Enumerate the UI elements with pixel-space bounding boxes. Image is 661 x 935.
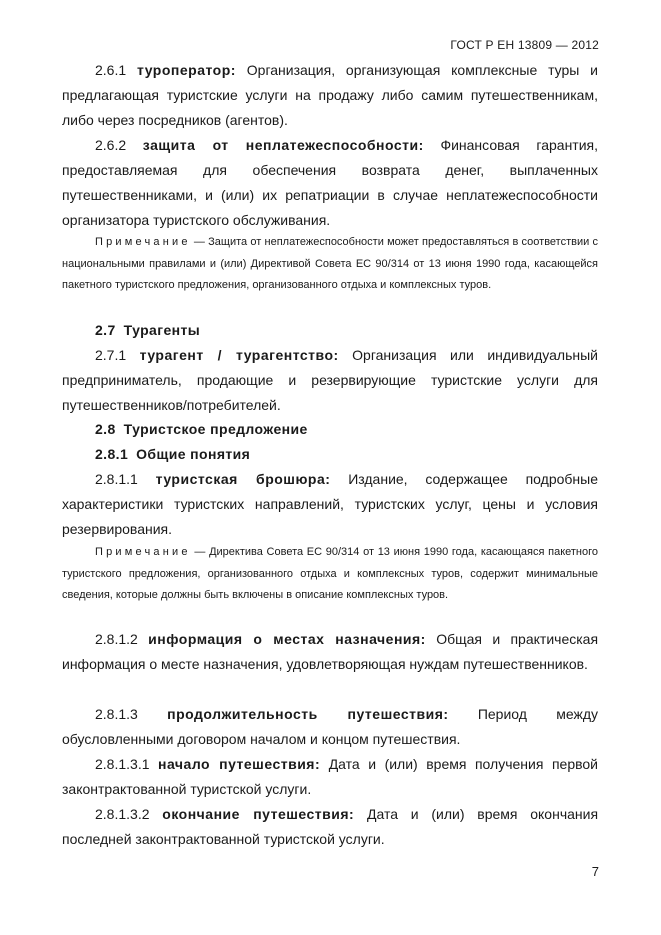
- section-heading-2-8-1: [95, 442, 250, 467]
- section-heading-2-8: [95, 417, 308, 442]
- note-1: [62, 232, 598, 297]
- definition-number: 2.8.1.1: [95, 471, 138, 487]
- note-text: — Защита от неплатежеспособности может предоставляться в соответствии с национальными правилами и (или) Директивой Совета ЕС 90/314 от 13 июня 1990 года, касающейся пакетного туристского предложения, организованного отдыха и комплексных туров.: [62, 236, 598, 291]
- definition-number: 2.7.1: [95, 347, 127, 363]
- definition-text: Издание, содержащее подробные характеристики туристских направлений, туристских услуг, цены и условия резервирования.: [62, 471, 598, 537]
- section-title: Туристское предложение: [123, 421, 308, 437]
- page-number: 7: [591, 864, 599, 879]
- standard-code-header: ГОСТ Р ЕН 13809 — 2012: [450, 38, 599, 52]
- definition-term: информация о местах назначения:: [148, 631, 426, 647]
- definition-number: 2.8.1.3.2: [95, 806, 150, 822]
- definition-2-7-1: [62, 343, 598, 418]
- definition-2-8-1-2: [62, 627, 598, 677]
- definition-term: туристская брошюра:: [155, 471, 331, 487]
- definition-2-6-1: [62, 58, 598, 133]
- definition-text: Дата и (или) время окончания последней законтрактованной туристской услуги.: [62, 806, 599, 847]
- definition-term: защита от неплатежеспособности:: [142, 137, 424, 153]
- definition-term: турагент / турагентство:: [139, 347, 339, 363]
- definition-2-6-2: [62, 133, 598, 233]
- section-number: 2.7: [95, 322, 116, 338]
- definition-text: Организация, организующая комплексные туры и предлагающая туристские услуги на продажу либо самим путешественникам, либо через посредников (агентов).: [62, 62, 598, 128]
- definition-number: 2.6.2: [95, 137, 127, 153]
- section-title: Турагенты: [123, 322, 201, 338]
- note-text: — Директива Совета ЕС 90/314 от 13 июня 1990 года, касающаяся пакетного туристского предложения, организованного отдыха и комплексных туров, содержит минимальные сведения, которые должны быть включены в описание комплексных туров.: [62, 546, 599, 601]
- section-title: Общие понятия: [136, 446, 251, 462]
- note-2: [62, 542, 598, 607]
- definition-term: продолжительность путешествия:: [167, 706, 449, 722]
- definition-number: 2.8.1.3: [95, 706, 138, 722]
- definition-text: Период между обусловленными договором началом и концом путешествия.: [62, 706, 599, 747]
- definition-2-8-1-3: [62, 702, 598, 752]
- definition-term: окончание путешествия:: [162, 806, 355, 822]
- definition-term: начало путешествия:: [158, 756, 321, 772]
- definition-2-8-1-1: [62, 467, 598, 542]
- definition-2-8-1-3-2: [62, 802, 598, 852]
- definition-number: 2.6.1: [95, 62, 127, 78]
- definition-2-8-1-3-1: [62, 752, 598, 802]
- definition-term: туроператор:: [136, 62, 236, 78]
- definition-text: Дата и (или) время получения первой законтрактованной туристской услуги.: [62, 756, 598, 797]
- section-number: 2.8.1: [95, 446, 129, 462]
- definition-number: 2.8.1.2: [95, 631, 138, 647]
- section-heading-2-7: [95, 318, 200, 343]
- definition-number: 2.8.1.3.1: [95, 756, 150, 772]
- definition-text: Финансовая гарантия, предоставляемая для обеспечения возврата денег, выплаченных путешественниками, и (или) их репатриации в случае неплатежеспособности организатора туристского обслуживания.: [62, 137, 599, 228]
- section-number: 2.8: [95, 421, 116, 437]
- definition-text: Организация или индивидуальный предприниматель, продающие и резервирующие туристские услуги для путешественников/потребителей.: [62, 347, 598, 413]
- note-label: Примечание: [95, 236, 191, 248]
- definition-text: Общая и практическая информация о месте назначения, удовлетворяющая нуждам путешественников.: [62, 631, 599, 672]
- note-label: Примечание: [95, 546, 191, 558]
